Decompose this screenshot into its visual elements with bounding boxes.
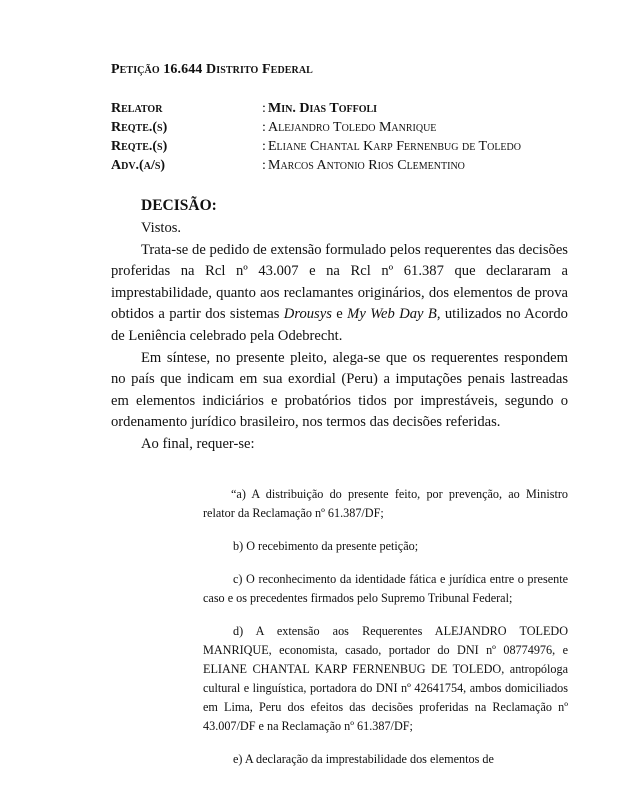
system-name-my-web-day-b: My Web Day B: [347, 306, 437, 323]
paragraph-text: , utilizados no Acordo de Leniência celebrado pela Odebrecht.: [111, 306, 568, 344]
parties-table: [111, 99, 521, 175]
paragraph-vistos: Vistos.: [141, 220, 182, 236]
paragraph-request-summary: [111, 240, 568, 348]
system-name-drousys: Drousys: [283, 306, 332, 323]
party-colon: :: [262, 139, 266, 154]
decision-body: [111, 218, 568, 456]
request-item-b: b) O recebimento da presente petição;: [233, 539, 419, 553]
party-row-advogado: [111, 156, 521, 175]
party-name: Eliane Chantal Karp Fernenbug de Toledo: [268, 139, 521, 154]
party-name: Alejandro Toledo Manrique: [268, 120, 437, 135]
request-item-c: c) O reconhecimento da identidade fática e jurídica entre o presente caso e os precedentes firmados pelo Supremo Tribunal Federal;: [203, 572, 568, 605]
party-role: Adv.(a/s): [111, 158, 166, 173]
party-colon: :: [262, 158, 266, 173]
request-item-a: “a) A distribuição do presente feito, por prevenção, ao Ministro relator da Reclamação nº 61.387/DF;: [203, 487, 568, 520]
party-row-relator: [111, 99, 521, 118]
request-item-d: d) A extensão aos Requerentes ALEJANDRO TOLEDO MANRIQUE, economista, casado, portador do DNI nº 08774976, e ELIANE CHANTAL KARP FERNENBUG DE TOLEDO, antropóloga cultural e linguística, portadora do DNI nº 42641754, ambos domiciliados em Lima, Peru dos efeitos das decisões proferidas na Reclamação nº 43.007/DF e na Reclamação nº 61.387/DF;: [203, 624, 568, 733]
quoted-requests: [203, 485, 568, 783]
party-name: Marcos Antonio Rios Clementino: [268, 158, 465, 173]
party-colon: :: [262, 120, 266, 135]
decision-heading: DECISÃO:: [141, 197, 217, 214]
party-name: Min. Dias Toffoli: [268, 101, 378, 116]
paragraph-requests-intro: Ao final, requer-se:: [141, 435, 255, 452]
party-role: Reqte.(s): [111, 120, 168, 135]
request-item-e: e) A declaração da imprestabilidade dos elementos de: [233, 752, 494, 766]
party-role: Reqte.(s): [111, 139, 168, 154]
party-row-requerente-1: [111, 118, 521, 137]
paragraph-synthesis: Em síntese, no presente pleito, alega-se que os requerentes respondem no país que indicam em sua exordial (Peru) a imputações penais lastreadas em elementos indiciários e probatórios tidos por imprestáveis, segundo o ordenamento jurídico brasileiro, nos termos das decisões referidas.: [111, 349, 568, 431]
party-colon: :: [262, 101, 266, 116]
paragraph-text: Trata-se de pedido de extensão formulado pelos requerentes das decisões proferidas na Rcl nº 43.007 e na Rcl nº 61.387 que declararam a imprestabilidade, quanto aos reclamantes originários, dos elementos de prova obtidos a partir dos sistemas: [111, 241, 568, 323]
document-title: Petição 16.644 Distrito Federal: [111, 62, 313, 77]
paragraph-text: e: [331, 306, 348, 323]
party-role: Relator: [111, 101, 163, 116]
party-row-requerente-2: [111, 137, 521, 156]
